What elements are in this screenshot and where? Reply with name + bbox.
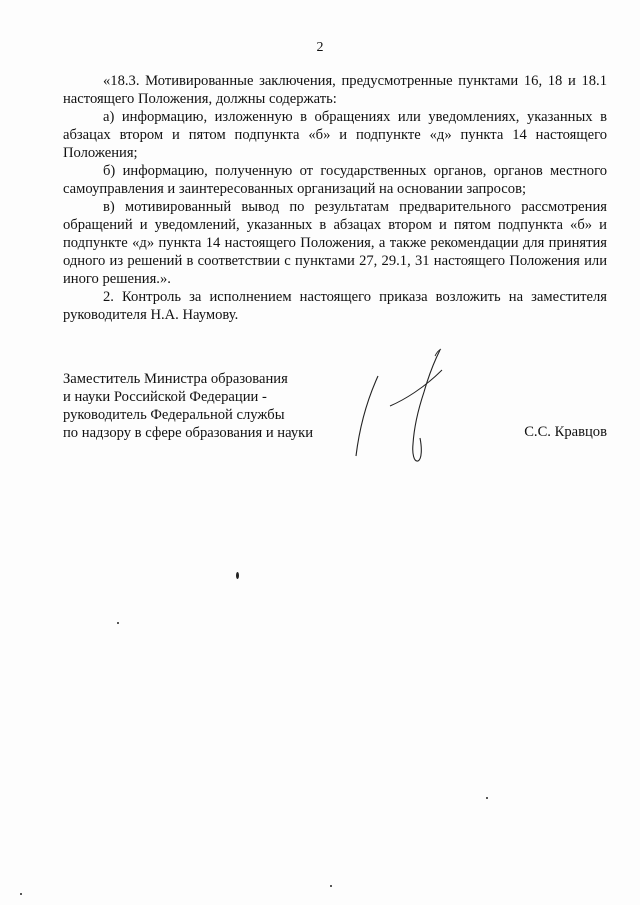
signer-name: С.С. Кравцов <box>524 424 607 440</box>
scan-speck <box>236 572 239 579</box>
scan-speck <box>117 622 119 624</box>
paragraph-18-3-intro: «18.3. Мотивированные заключения, предусмотренные пунктами 16, 18 и 18.1 настоящего Положения, должны содержать: <box>63 73 607 107</box>
scan-speck <box>20 893 22 895</box>
signature-block <box>63 370 607 470</box>
paragraph-item-a: а) информацию, изложенную в обращениях или уведомлениях, указанных в абзацах втором и пятом подпункта «б» и подпункте «д» пункта 14 настоящего Положения; <box>63 109 607 161</box>
signer-position-line: Заместитель Министра образования <box>63 371 288 387</box>
signer-position-line: по надзору в сфере образования и науки <box>63 425 314 441</box>
paragraph-item-b: б) информацию, полученную от государственных органов, органов местного самоуправления и заинтересованных организаций на основании запросов; <box>63 163 607 197</box>
scan-speck <box>486 797 488 799</box>
signer-position-line: руководитель Федеральной службы <box>63 407 285 423</box>
page-number: 2 <box>316 40 324 55</box>
handwritten-signature <box>338 348 448 473</box>
signer-position-line: и науки Российской Федерации - <box>63 389 267 405</box>
paragraph-item-v: в) мотивированный вывод по результатам предварительного рассмотрения обращений и уведомлений, указанных в абзацах втором и пятом подпункта «б» и подпункте «д» пункта 14 настоящего Положения, а также рекомендации для принятия одного из решений в соответствии с пунктами 27, 29.1, 31 настоящего Положения или иного решения.». <box>63 199 607 287</box>
signer-position <box>63 370 363 442</box>
paragraph-control: 2. Контроль за исполнением настоящего приказа возложить на заместителя руководителя Н.А. Наумову. <box>63 289 607 323</box>
scan-speck <box>330 885 332 887</box>
document-body <box>63 72 607 324</box>
